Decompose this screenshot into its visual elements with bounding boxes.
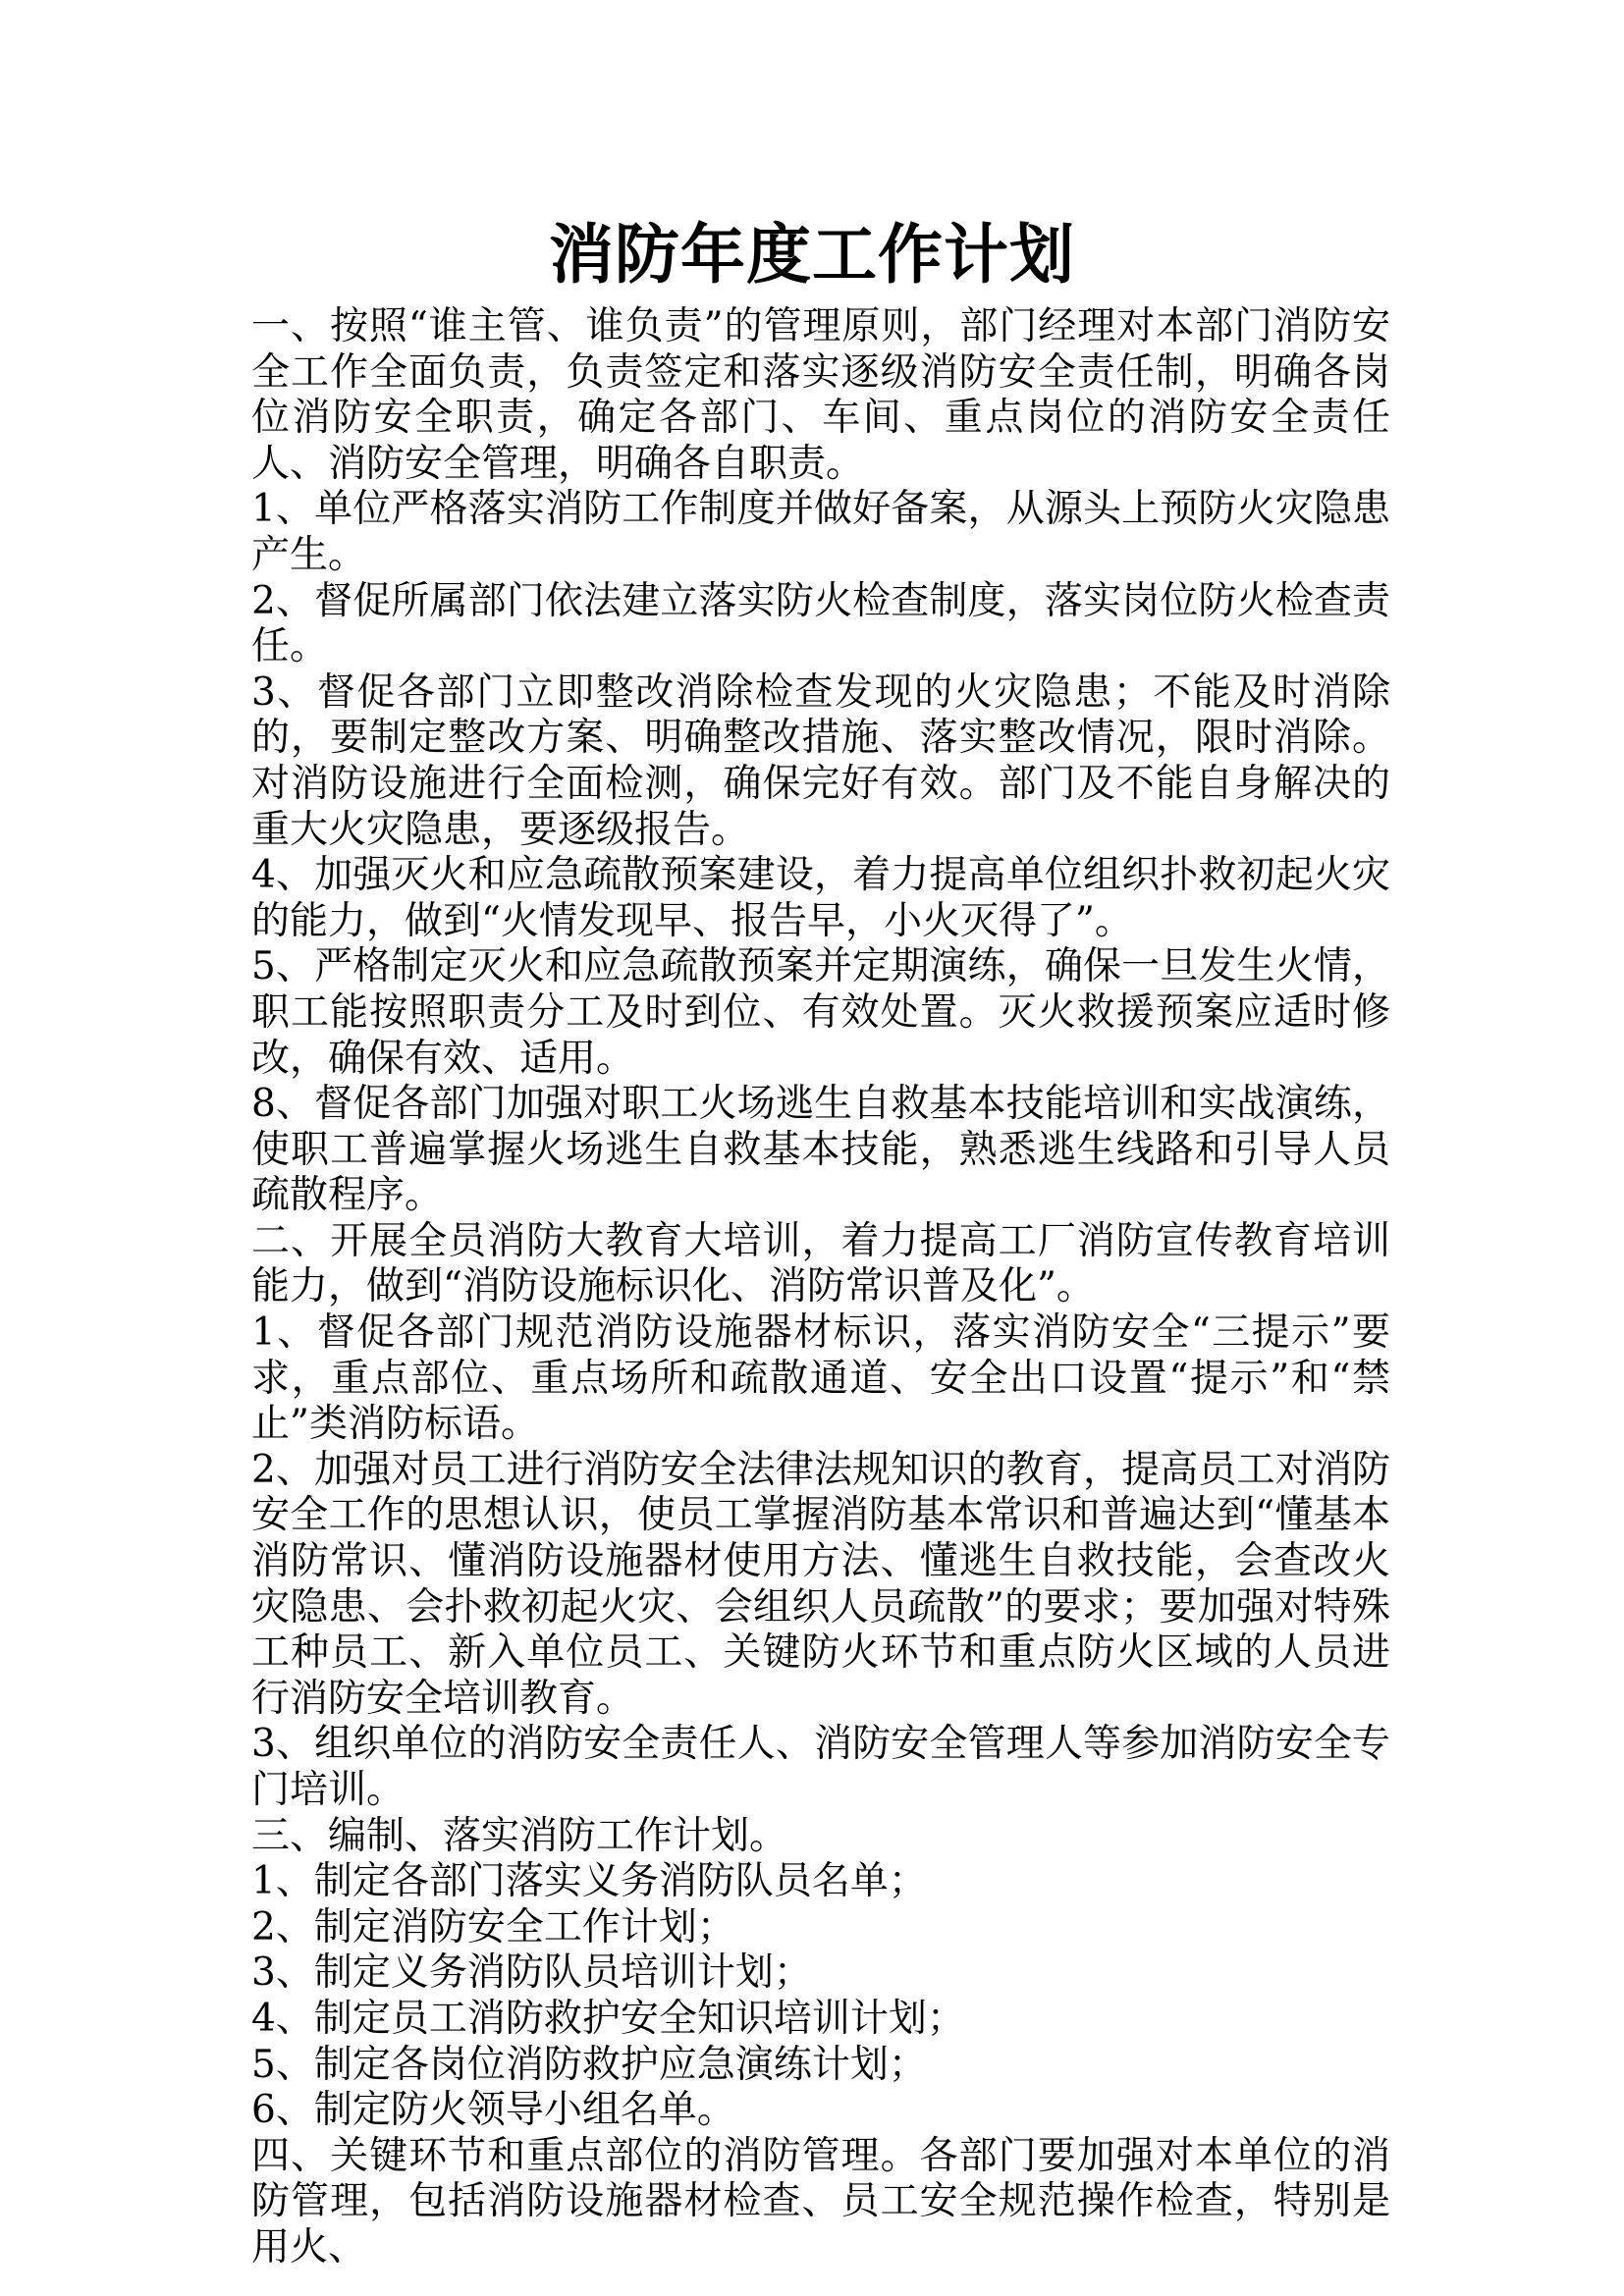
- paragraph: 3、组织单位的消防安全责任人、消防安全管理人等参加消防安全专门培训。: [251, 1722, 1390, 1812]
- paragraph: 二、开展全员消防大教育大培训，着力提高工厂消防宣传教育培训能力，做到“消防设施标识化、消防常识普及化”。: [251, 1218, 1390, 1309]
- paragraph: 1、制定各部门落实义务消防队员名单；: [251, 1859, 927, 1904]
- paragraph: 1、单位严格落实消防工作制度并做好备案，从源头上预防火灾隐患产生。: [251, 487, 1390, 577]
- document-title: 消防年度工作计划: [549, 216, 1075, 293]
- paragraph: 2、督促所属部门依法建立落实防火检查制度，落实岗位防火检查责任。: [251, 578, 1390, 669]
- paragraph: 一、按照“谁主管、谁负责”的管理原则，部门经理对本部门消防安全工作全面负责，负责签定和落实逐级消防安全责任制，明确各岗位消防安全职责，确定各部门、车间、重点岗位的消防安全责任人、消防安全管理，明确各自职责。: [251, 304, 1390, 486]
- paragraph: 3、制定义务消防队员培训计划；: [251, 1950, 812, 1996]
- paragraph: 5、严格制定灭火和应急疏散预案并定期演练，确保一旦发生火情，职工能按照职责分工及时到位、有效处置。灭火救援预案应适时修改，确保有效、适用。: [251, 944, 1390, 1081]
- paragraph: 3、督促各部门立即整改消除检查发现的火灾隐患；不能及时消除的，要制定整改方案、明确整改措施、落实整改情况，限时消除。对消防设施进行全面检测，确保完好有效。部门及不能自身解决的重大火灾隐患，要逐级报告。: [251, 669, 1390, 852]
- paragraph: 2、制定消防安全工作计划；: [251, 1904, 735, 1949]
- paragraph: 4、加强灭火和应急疏散预案建设，着力提高单位组织扑救初起火灾的能力，做到“火情发现早、报告早，小火灭得了”。: [251, 853, 1390, 943]
- paragraph: 四、关键环节和重点部位的消防管理。各部门要加强对本单位的消防管理，包括消防设施器材检查、员工安全规范操作检查，特别是用火、: [251, 2133, 1390, 2269]
- paragraph: 三、编制、落实消防工作计划。: [251, 1813, 788, 1858]
- paragraph: 4、制定员工消防救护安全知识培训计划；: [251, 1996, 965, 2041]
- paragraph: 5、制定各岗位消防救护应急演练计划；: [251, 2042, 927, 2087]
- paragraph: 8、督促各部门加强对职工火场逃生自救基本技能培训和实战演练，使职工普遍掌握火场逃生自救基本技能，熟悉逃生线路和引导人员疏散程序。: [251, 1082, 1390, 1218]
- paragraph: 2、加强对员工进行消防安全法律法规知识的教育，提高员工对消防安全工作的思想认识，使员工掌握消防基本常识和普遍达到“懂基本消防常识、懂消防设施器材使用方法、懂逃生自救技能，会查改火灾隐患、会扑救初起火灾、会组织人员疏散”的要求；要加强对特殊工种员工、新入单位员工、关键防火环节和重点防火区域的人员进行消防安全培训教育。: [251, 1447, 1390, 1721]
- paragraph: 1、督促各部门规范消防设施器材标识，落实消防安全“三提示”要求，重点部位、重点场所和疏散通道、安全出口设置“提示”和“禁止”类消防标语。: [251, 1310, 1390, 1447]
- paragraph: 6、制定防火领导小组名单。: [251, 2088, 735, 2133]
- document-body: [251, 304, 1390, 2271]
